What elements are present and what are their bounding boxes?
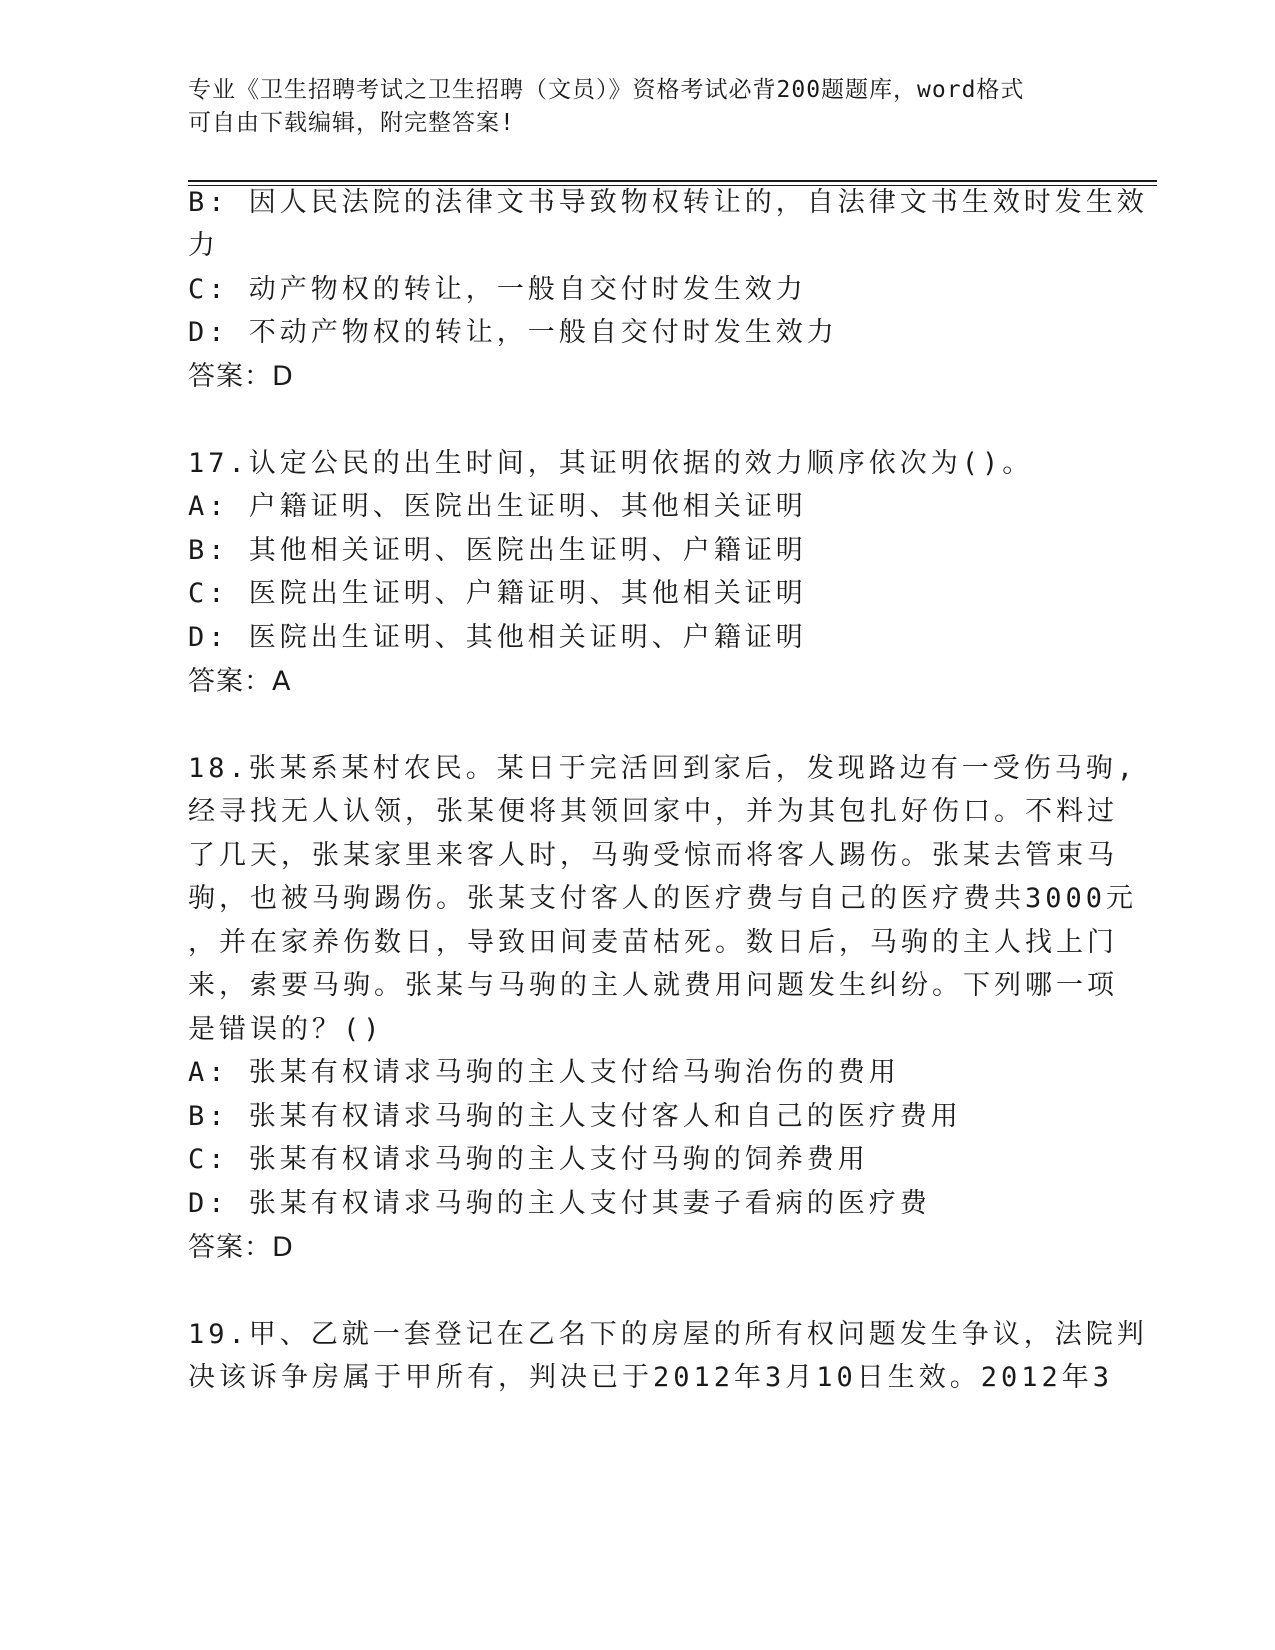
q18-stem-line-5: ，并在家养伤数日，导致田间麦苗枯死。数日后，马驹的主人找上门 <box>188 927 1118 958</box>
header-divider-thick <box>188 180 1157 182</box>
header-line-2: 可自由下载编辑，附完整答案! <box>188 110 515 136</box>
q19-stem-line-2: 决该诉争房属于甲所有，判决已于2012年3月10日生效。2012年3 <box>188 1362 1114 1393</box>
header-line-1: 专业《卫生招聘考试之卫生招聘（文员）》资格考试必背200题题库，word格式 <box>188 77 1025 103</box>
q16-option-b-line-1: B: 因人民法院的法律文书导致物权转让的，自法律文书生效时发生效 <box>188 187 1148 218</box>
q18-answer: 答案：D <box>188 1232 294 1263</box>
q16-answer: 答案：D <box>188 361 294 392</box>
q18-stem-line-4: 驹，也被马驹踢伤。张某支付客人的医疗费与自己的医疗费共3000元 <box>188 883 1138 914</box>
q18-stem-line-7: 是错误的？() <box>188 1014 384 1045</box>
q18-option-d: D: 张某有权请求马驹的主人支付其妻子看病的医疗费 <box>188 1188 931 1219</box>
q18-stem-line-6: 来，索要马驹。张某与马驹的主人就费用问题发生纠纷。下列哪一项 <box>188 970 1118 1001</box>
q18-option-a: A: 张某有权请求马驹的主人支付给马驹治伤的费用 <box>188 1057 900 1088</box>
q18-option-c: C: 张某有权请求马驹的主人支付马驹的饲养费用 <box>188 1144 869 1175</box>
q16-option-d: D: 不动产物权的转让，一般自交付时发生效力 <box>188 317 838 348</box>
q17-option-a: A: 户籍证明、医院出生证明、其他相关证明 <box>188 491 807 522</box>
q17-option-b: B: 其他相关证明、医院出生证明、户籍证明 <box>188 535 807 566</box>
q17-answer: 答案：A <box>188 666 292 697</box>
document-header <box>188 74 1088 140</box>
q17-option-d: D: 医院出生证明、其他相关证明、户籍证明 <box>188 622 807 653</box>
q16-option-b-line-2: 力 <box>188 230 219 261</box>
q17-option-c: C: 医院出生证明、户籍证明、其他相关证明 <box>188 578 807 609</box>
q18-stem-line-1: 18.张某系某村农民。某日于完活回到家后，发现路边有一受伤马驹, <box>188 753 1138 784</box>
q18-option-b: B: 张某有权请求马驹的主人支付客人和自己的医疗费用 <box>188 1101 962 1132</box>
q18-stem-line-2: 经寻找无人认领，张某便将其领回家中，并为其包扎好伤口。不料过 <box>188 796 1118 827</box>
q18-stem-line-3: 了几天，张某家里来客人时，马驹受惊而将客人踢伤。张某去管束马 <box>188 840 1118 871</box>
q16-option-c: C: 动产物权的转让，一般自交付时发生效力 <box>188 274 807 305</box>
q19-stem-line-1: 19.甲、乙就一套登记在乙名下的房屋的所有权问题发生争议，法院判 <box>188 1319 1148 1350</box>
q17-stem: 17.认定公民的出生时间，其证明依据的效力顺序依次为()。 <box>188 448 1034 479</box>
